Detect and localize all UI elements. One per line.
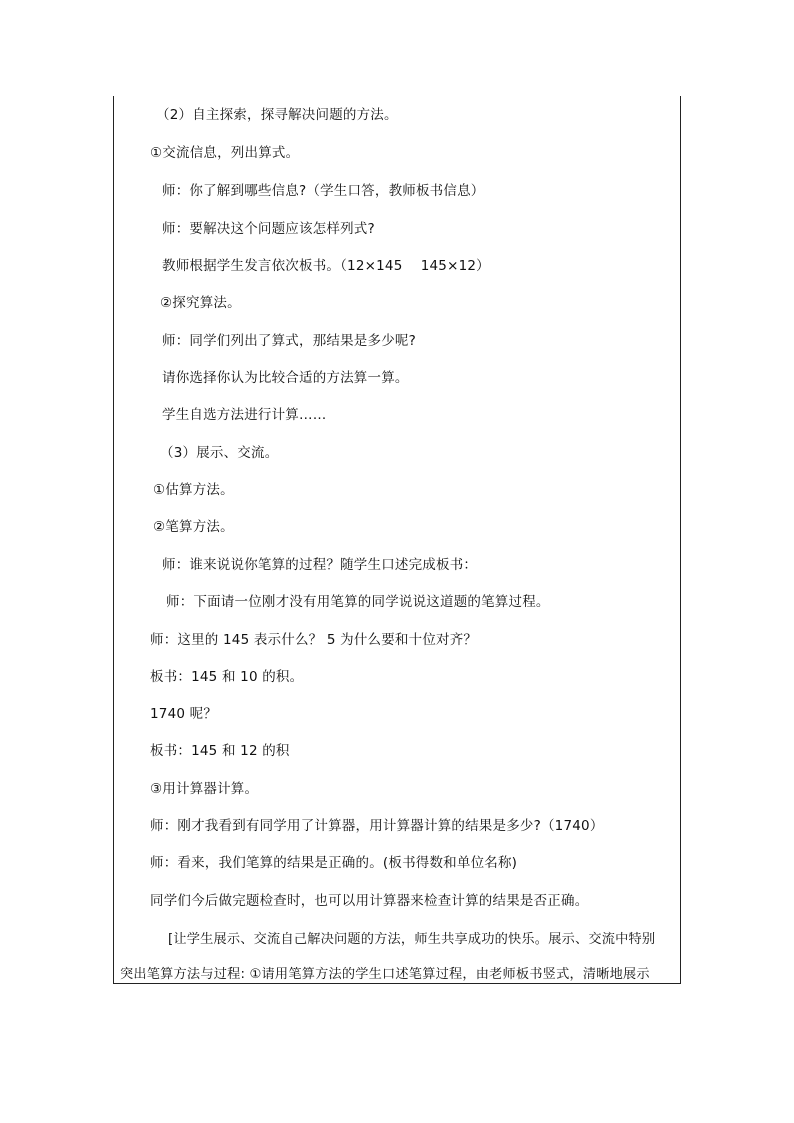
- text-line: 师：刚才我看到有同学用了计算器，用计算器计算的结果是多少?（1740）: [150, 818, 604, 834]
- text-line: 同学们今后做完题检查时，也可以用计算器来检查计算的结果是否正确。: [150, 893, 589, 909]
- text-line: 请你选择你认为比较合适的方法算一算。: [162, 370, 409, 386]
- text-line: 师：要解决这个问题应该怎样列式?: [162, 221, 375, 237]
- text-line: 突出笔算方法与过程: ①请用笔算方法的学生口述笔算过程，由老师板书竖式，清晰地展示: [120, 967, 650, 982]
- text-line: 板书：145 和 12 的积: [150, 743, 290, 759]
- text-line: （3）展示、交流。: [160, 445, 279, 461]
- text-line: 教师根据学生发言依次板书。（12×145 145×12）: [162, 258, 490, 274]
- text-line: ①估算方法。: [153, 482, 234, 498]
- text-line: 师：这里的 145 表示什么？ 5 为什么要和十位对齐？: [150, 632, 478, 648]
- text-line: 板书：145 和 10 的积。: [150, 669, 304, 685]
- text-line: （2）自主探索，探寻解决问题的方法。: [156, 107, 398, 123]
- text-line: 学生自选方法进行计算……: [162, 407, 327, 423]
- text-line: ①交流信息，列出算式。: [150, 145, 300, 161]
- text-line: ③用计算器计算。: [150, 781, 259, 797]
- text-line: 1740 呢？: [150, 706, 218, 722]
- text-line: 师：看来，我们笔算的结果是正确的。(板书得数和单位名称): [150, 855, 518, 871]
- text-line: 师：你了解到哪些信息?（学生口答，教师板书信息）: [162, 183, 485, 199]
- text-line: 师：同学们列出了算式，那结果是多少呢?: [162, 333, 416, 349]
- text-line: [让学生展示、交流自己解决问题的方法，师生共享成功的快乐。展示、交流中特别: [168, 932, 656, 947]
- text-line: ②探究算法。: [160, 295, 241, 311]
- text-line: ②笔算方法。: [153, 519, 234, 535]
- text-line: 师：谁来说说你笔算的过程？随学生口述完成板书：: [162, 557, 478, 573]
- text-line: 师：下面请一位刚才没有用笔算的同学说说这道题的笔算过程。: [166, 594, 550, 610]
